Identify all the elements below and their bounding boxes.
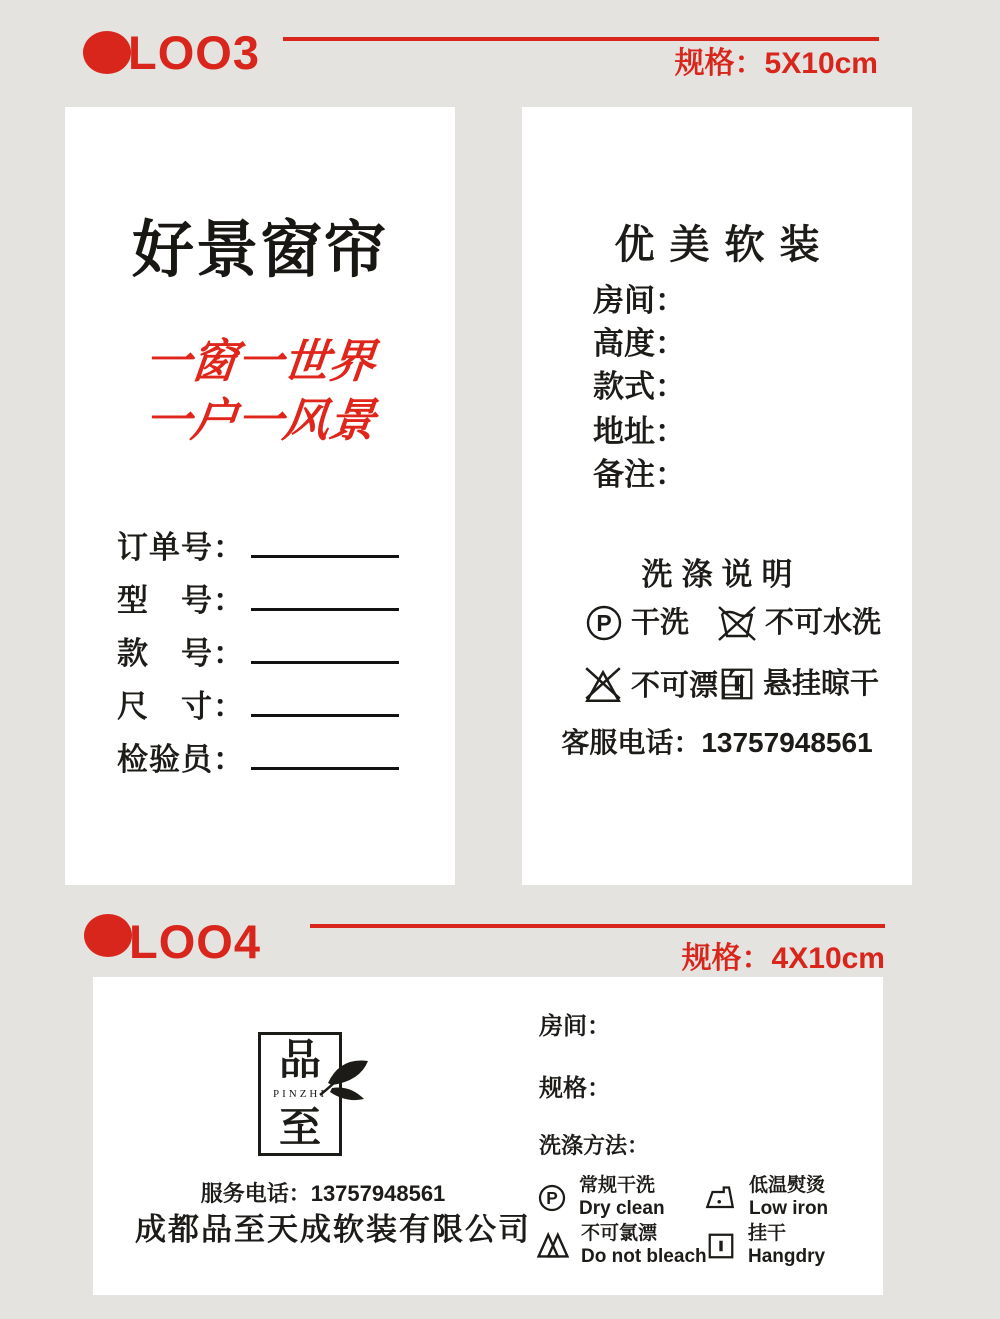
care-item-dry-clean — [537, 1175, 665, 1221]
brand-title: 好景窗帘 — [131, 216, 388, 285]
care-label: 干洗 — [631, 606, 690, 639]
field-label: 型 号： — [117, 583, 245, 618]
care-item-hang-dry — [706, 1223, 825, 1269]
company-name: 成都品至天成软装有限公司 — [135, 1212, 531, 1247]
field-address: 地址： — [593, 414, 686, 449]
field-style: 款式： — [593, 369, 686, 404]
field-label: 尺 寸： — [117, 689, 245, 724]
care-label-en: Hangdry — [748, 1245, 826, 1267]
care-label-zh: 挂干 — [748, 1223, 787, 1244]
svg-text:P: P — [546, 1187, 558, 1208]
section-code-loo3: LOO3 — [128, 26, 260, 79]
care-label-en: Dry clean — [579, 1197, 665, 1219]
spec-label-loo3: 规格：5X10cm — [674, 47, 878, 80]
header-rule — [283, 37, 879, 41]
care-item-do-not-wash — [716, 603, 881, 643]
tag-card-haojing — [65, 107, 455, 885]
care-label-en: Low iron — [749, 1197, 829, 1219]
field-row-inspector — [117, 731, 399, 784]
care-item-low-iron — [703, 1175, 828, 1221]
field-wash-method: 洗涤方法： — [539, 1133, 650, 1158]
tag-title: 优美软装 — [614, 222, 835, 267]
dry-clean-icon — [584, 603, 624, 643]
low-iron-icon — [703, 1183, 737, 1213]
field-row-style-no — [117, 625, 399, 678]
slogan-line-1: 一窗一世界 — [142, 334, 378, 388]
slogan-line-2: 一户一风景 — [142, 393, 378, 447]
care-label: 不可漂白 — [631, 669, 748, 702]
care-labels — [749, 1175, 828, 1221]
spec-label-loo4: 规格：4X10cm — [681, 942, 885, 975]
wash-instructions-title: 洗涤说明 — [641, 557, 802, 592]
order-fields — [117, 519, 399, 784]
tag-card-pinzhi — [93, 977, 883, 1295]
care-labels — [748, 1223, 825, 1269]
blank-write-line — [251, 625, 399, 664]
care-label-zh: 低温熨烫 — [749, 1175, 826, 1196]
care-label-en: Do not bleach — [581, 1245, 707, 1267]
field-label: 订单号： — [117, 530, 245, 565]
field-row-model-no — [117, 572, 399, 625]
blank-write-line — [251, 678, 399, 717]
hang-dry-icon — [718, 665, 756, 703]
blank-write-line — [251, 572, 399, 611]
field-room: 房间： — [593, 283, 686, 318]
leaf-icon — [318, 1055, 374, 1103]
logo-latin-text: PINZHI — [272, 1087, 328, 1100]
section-code-loo4: LOO4 — [129, 915, 261, 968]
logo-char-zhi: 至 — [278, 1104, 321, 1151]
care-label: 不可水洗 — [765, 606, 882, 639]
tag-card-youmei — [522, 107, 912, 885]
field-label: 检验员： — [117, 742, 245, 777]
blank-write-line — [251, 731, 399, 770]
blank-write-line — [251, 519, 399, 558]
care-label: 悬挂晾干 — [763, 667, 880, 700]
field-row-size — [117, 678, 399, 731]
field-remark: 备注： — [593, 457, 686, 492]
care-label-zh: 常规干洗 — [579, 1175, 656, 1196]
care-item-hang-dry — [718, 665, 879, 703]
field-height: 高度： — [593, 326, 686, 361]
care-item-dry-clean — [584, 603, 689, 643]
field-row-order-no — [117, 519, 399, 572]
care-labels — [579, 1175, 665, 1221]
red-dot-icon — [83, 31, 131, 74]
care-item-do-not-bleach — [537, 1223, 707, 1269]
service-phone: 服务电话：13757948561 — [200, 1181, 446, 1206]
header-rule — [310, 924, 885, 928]
field-label: 款 号： — [117, 636, 245, 671]
logo-char-pin: 品 — [278, 1036, 321, 1083]
do-not-bleach-icon — [537, 1230, 569, 1262]
field-spec: 规格： — [539, 1075, 611, 1102]
field-room: 房间： — [539, 1013, 611, 1040]
care-labels — [581, 1223, 707, 1269]
do-not-wash-icon — [716, 603, 758, 643]
svg-text:P: P — [596, 610, 612, 636]
red-dot-icon — [84, 914, 132, 957]
service-phone: 客服电话：13757948561 — [561, 727, 873, 758]
hang-dry-icon — [706, 1231, 736, 1261]
do-not-bleach-icon — [582, 665, 624, 707]
dry-clean-icon — [537, 1183, 567, 1213]
care-label-zh: 不可氯漂 — [581, 1223, 658, 1244]
